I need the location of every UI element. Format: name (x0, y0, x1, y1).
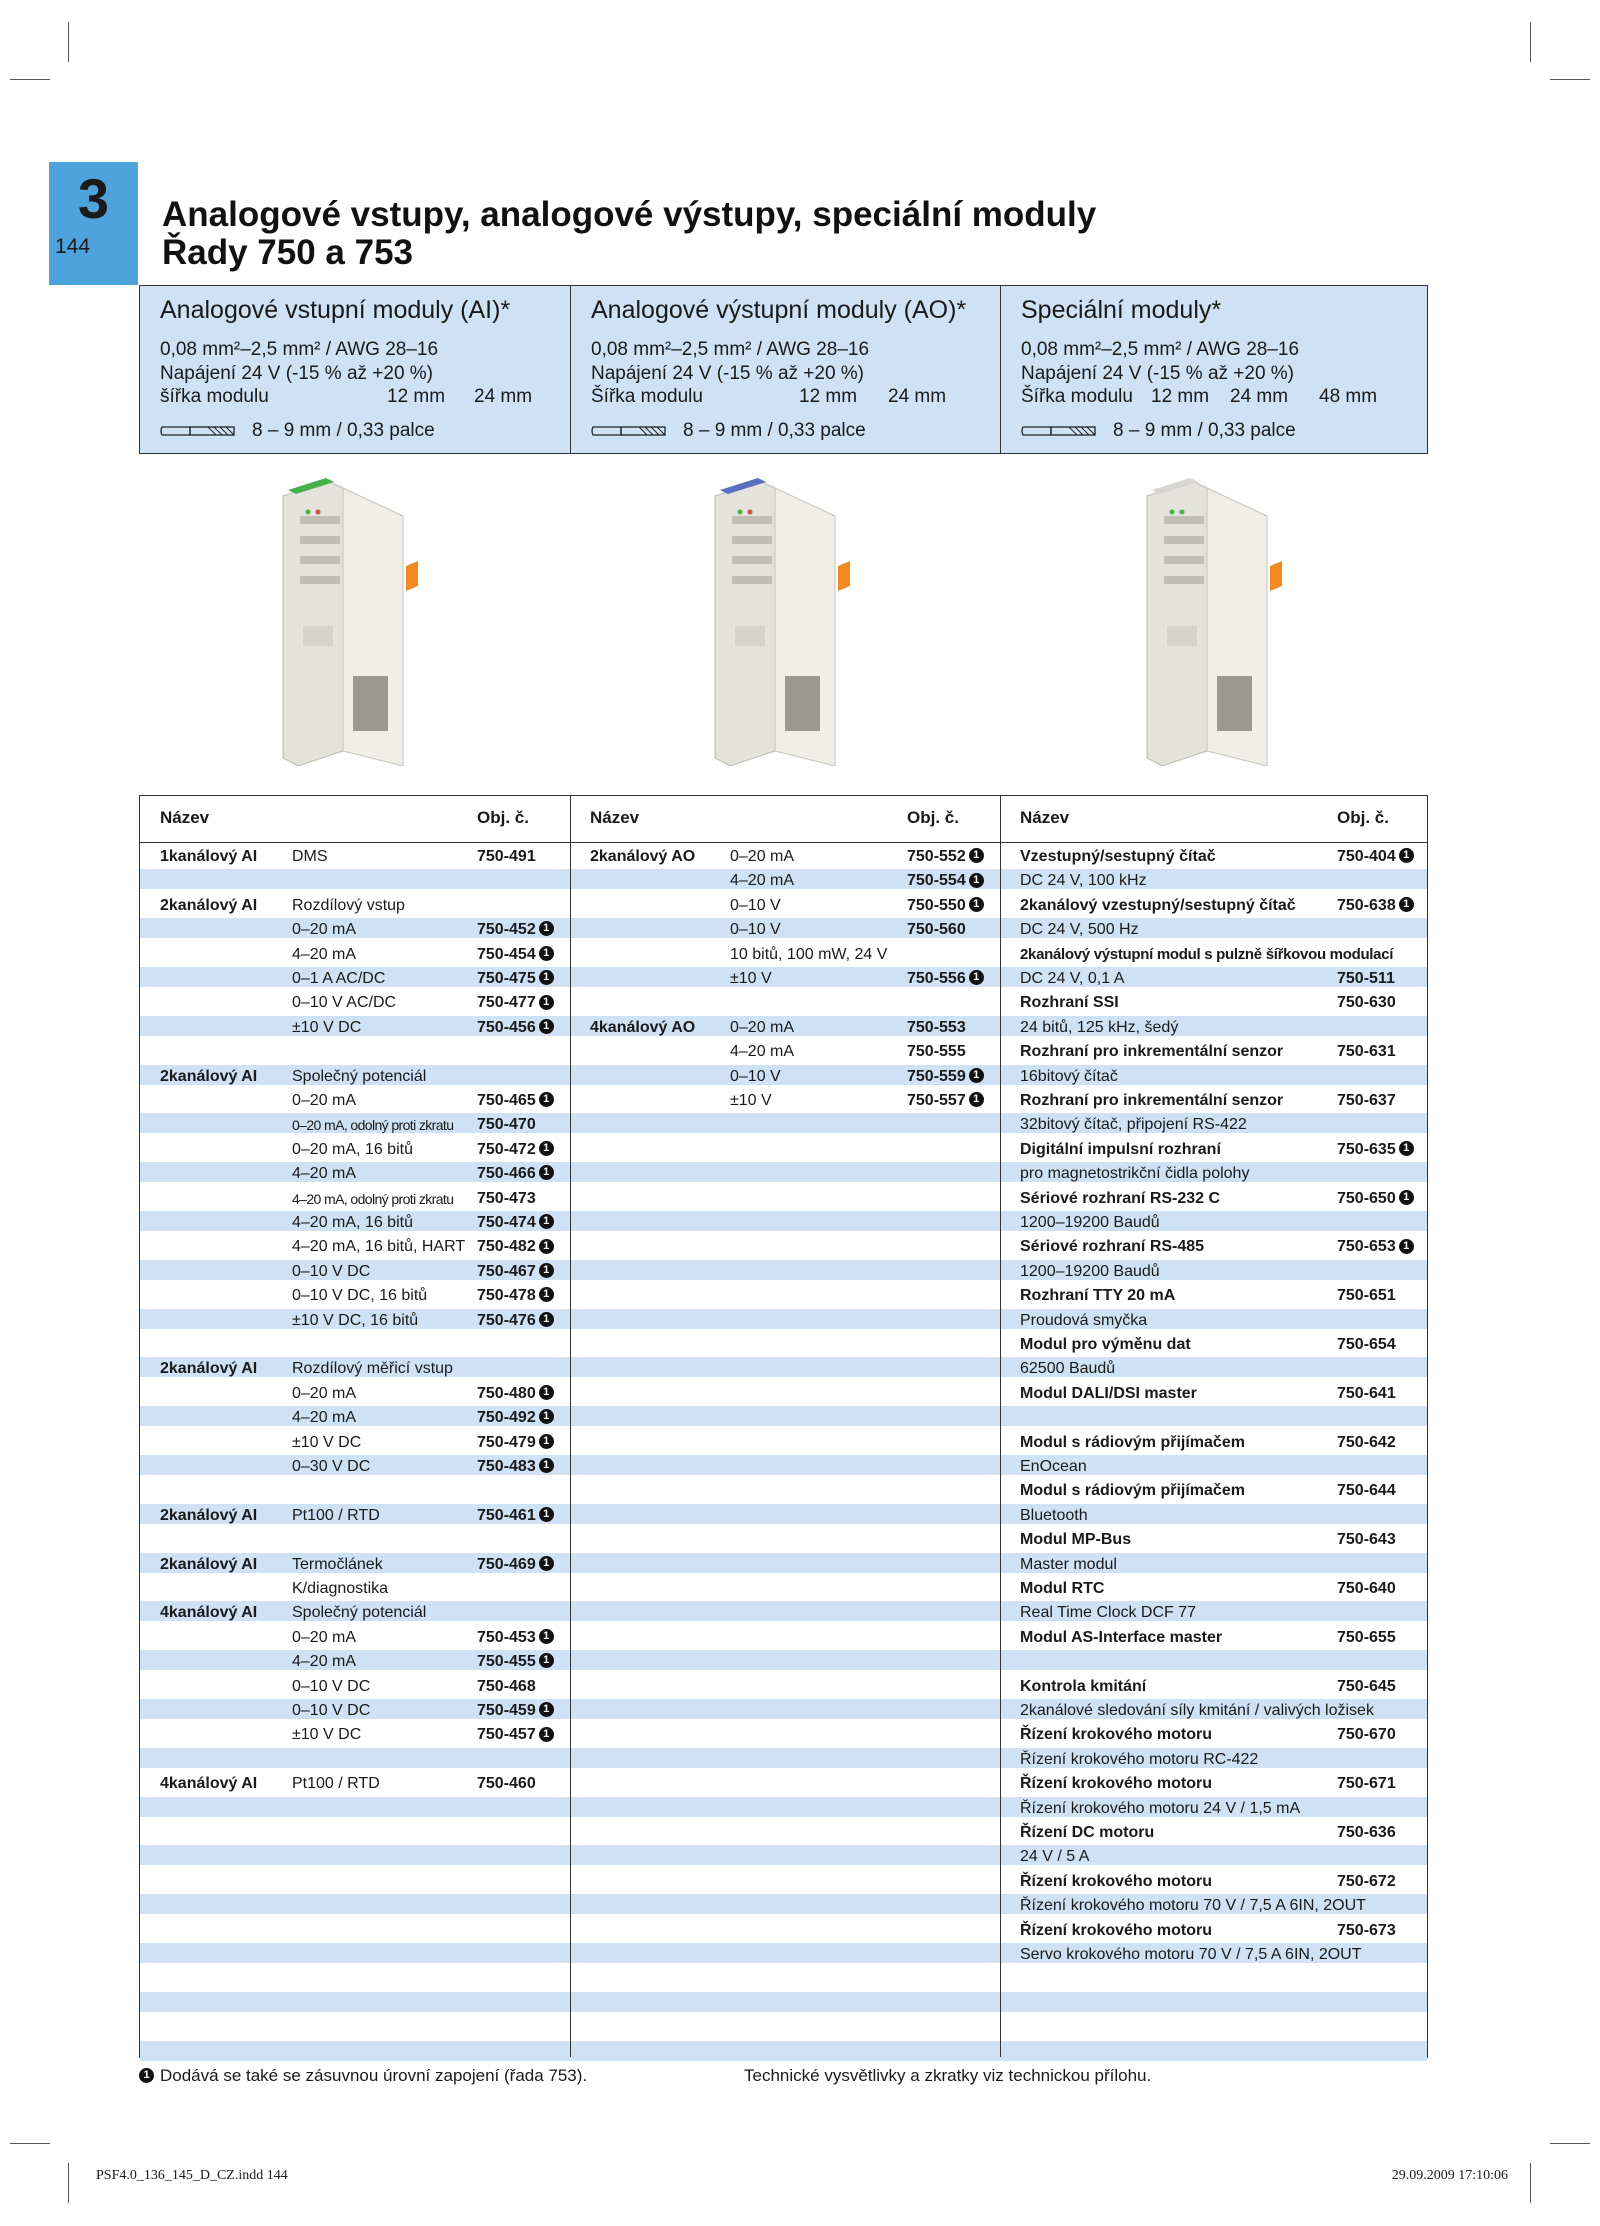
special-name-header: Název (1020, 808, 1070, 827)
width-value: 48 mm (1319, 386, 1378, 407)
special-order-number: 750-673 (1337, 1921, 1396, 1939)
crop-mark (10, 2143, 50, 2144)
ai-module-desc: 0–10 V DC (292, 1702, 371, 1719)
special-module-name: Řízení krokového motoru (1020, 1921, 1213, 1939)
ai-module-desc: Rozdílový vstup (292, 896, 405, 914)
special-order-number: 750-644 (1337, 1482, 1396, 1500)
width-label: Šířka modulu (591, 386, 703, 407)
ai-module-desc: Pt100 / RTD (292, 1506, 380, 1524)
variant-753-marker: 1 (539, 995, 554, 1010)
special-order-number: 750-651 (1337, 1287, 1396, 1305)
ai-module-desc: 4–20 mA, 16 bitů, HART (292, 1238, 466, 1256)
ai-module-desc: 0–30 V DC (292, 1458, 371, 1475)
special-order-number: 750-650 1 (1337, 1187, 1414, 1211)
ai-order-number: 750-460 (477, 1775, 536, 1793)
ai-order-number: 750-475 1 (477, 967, 554, 991)
variant-753-marker: 1 (539, 1409, 554, 1424)
variant-753-marker: 1 (539, 1239, 554, 1254)
variant-753-marker: 1 (1399, 1239, 1414, 1254)
ao-module-desc: 0–10 V (730, 896, 781, 914)
special-module-name: Rozhraní SSI (1020, 994, 1119, 1012)
variant-753-marker: 1 (1399, 848, 1414, 863)
ao-module-desc: 0–10 V (730, 921, 781, 939)
strip-length-text: 8 – 9 mm / 0,33 palce (252, 420, 435, 441)
special-module-name: Sériové rozhraní RS-485 (1020, 1238, 1205, 1256)
ao-order-number: 750-559 1 (907, 1065, 984, 1089)
ao-header (570, 286, 1000, 453)
ai-order-number: 750-454 1 (477, 943, 554, 967)
ao-order-number: 750-553 (907, 1018, 966, 1036)
ai-module-desc: 0–10 V AC/DC (292, 994, 397, 1012)
ai-header (140, 286, 570, 453)
special-module-name: Vzestupný/sestupný čítač (1020, 848, 1216, 865)
variant-753-marker: 1 (969, 897, 984, 912)
special-order-number: 750-635 1 (1337, 1138, 1414, 1162)
special-module-name: Sériové rozhraní RS-232 C (1020, 1189, 1221, 1207)
special-module-name: Rozhraní TTY 20 mA (1020, 1287, 1176, 1305)
special-module-desc: Proudová smyčka (1020, 1311, 1148, 1329)
width-value: 24 mm (1230, 386, 1289, 407)
row-stripe (140, 2041, 1427, 2061)
section-number: 3 (77, 167, 110, 230)
variant-753-marker: 1 (539, 946, 554, 961)
variant-753-marker: 1 (539, 1092, 554, 1107)
column-divider (1000, 796, 1001, 2057)
ai-order-number: 750-457 1 (477, 1723, 554, 1747)
ai-module-desc: 0–1 A AC/DC (292, 970, 386, 987)
variant-753-marker: 1 (539, 1214, 554, 1229)
ao-module-width (591, 386, 1000, 412)
width-value: 12 mm (387, 386, 446, 407)
ai-module-desc: Pt100 / RTD (292, 1775, 380, 1793)
footnote (139, 2066, 587, 2086)
ai-order-header: Obj. č. (477, 808, 529, 827)
ai-module-desc: ±10 V DC, 16 bitů (292, 1311, 419, 1329)
ai-power-spec: Napájení 24 V (-15 % až +20 %) (160, 363, 434, 384)
crop-mark (10, 79, 50, 80)
special-order-number: 750-404 1 (1337, 845, 1414, 869)
ai-module-desc: 0–10 V DC (292, 1677, 371, 1695)
ai-order-number: 750-491 (477, 848, 536, 865)
ao-name-header: Název (590, 808, 640, 827)
special-order-number: 750-640 (1337, 1580, 1396, 1597)
ao-order-header: Obj. č. (907, 808, 959, 827)
ao-order-number: 750-556 1 (907, 967, 984, 991)
special-module-desc: 32bitový čítač, připojení RS-422 (1020, 1116, 1247, 1134)
page-title (162, 196, 1096, 272)
special-module-desc: Řízení krokového motoru RC-422 (1020, 1750, 1259, 1768)
ai-module-name: 4kanálový AI (160, 1775, 258, 1793)
ai-module-desc: ±10 V DC (292, 1433, 362, 1451)
special-module-desc: pro magnetostrikční čidla polohy (1020, 1165, 1250, 1183)
special-module-name: Kontrola kmitání (1020, 1677, 1147, 1695)
ao-module-name: 4kanálový AO (590, 1018, 696, 1036)
ai-name-header: Název (160, 808, 210, 827)
special-module-name: Řízení krokového motoru (1020, 1726, 1213, 1744)
ao-order-number: 750-557 1 (907, 1089, 984, 1113)
special-module-name: Řízení krokového motoru (1020, 1872, 1213, 1890)
category-header-box (139, 285, 1428, 454)
ao-module-desc: 0–20 mA (730, 1018, 795, 1036)
crop-mark (1550, 79, 1590, 80)
ai-module-name: 2kanálový AI (160, 1360, 258, 1378)
variant-753-marker: 1 (539, 1312, 554, 1327)
variant-753-marker: 1 (1399, 1190, 1414, 1205)
ai-module-desc: 0–20 mA, odolný proti zkratu (292, 1117, 454, 1134)
special-module-name: Modul pro výměnu dat (1020, 1336, 1191, 1353)
width-value: 12 mm (1151, 386, 1210, 407)
special-module-desc: EnOcean (1020, 1458, 1087, 1475)
special-module-desc: 24 bitů, 125 kHz, šedý (1020, 1018, 1179, 1036)
ai-order-number: 750-461 1 (477, 1504, 554, 1528)
row-stripe (140, 1992, 1427, 2012)
special-order-number: 750-654 (1337, 1336, 1396, 1353)
column-divider (570, 796, 571, 2057)
ai-order-number: 750-470 (477, 1116, 536, 1134)
special-module-name: Řízení krokového motoru (1020, 1775, 1213, 1793)
variant-753-marker: 1 (539, 1653, 554, 1668)
ai-order-number: 750-476 1 (477, 1309, 554, 1333)
ai-order-number: 750-492 1 (477, 1406, 554, 1430)
special-module-name: Modul DALI/DSI master (1020, 1384, 1197, 1402)
ao-heading: Analogové výstupní moduly (AO)* (591, 296, 967, 324)
width-value: 24 mm (888, 386, 947, 407)
ai-order-number: 750-474 1 (477, 1211, 554, 1235)
ai-order-number: 750-456 1 (477, 1016, 554, 1040)
crop-mark (68, 22, 69, 62)
special-module-desc: 16bitový čítač (1020, 1067, 1118, 1085)
title-line-1: Analogové vstupy, analogové výstupy, speciální moduly (162, 195, 1097, 234)
crop-mark (1530, 2163, 1531, 2203)
ai-order-number: 750-477 1 (477, 991, 554, 1015)
variant-753-marker: 1 (539, 1263, 554, 1278)
ai-module-desc: 4–20 mA (292, 945, 357, 963)
technical-reference-note: Technické vysvětlivky a zkratky viz technickou přílohu. (744, 2066, 1152, 2085)
strip-length-text: 8 – 9 mm / 0,33 palce (683, 420, 866, 441)
ao-module-desc: 10 bitů, 100 mW, 24 V (730, 945, 888, 963)
special-module-desc: Real Time Clock DCF 77 (1020, 1604, 1197, 1622)
ai-order-number: 750-479 1 (477, 1431, 554, 1455)
ai-module-desc: 0–20 mA (292, 1384, 357, 1402)
special-order-number: 750-653 1 (1337, 1235, 1414, 1259)
print-slug-date: 29.09.2009 17:10:06 (1391, 2168, 1508, 2183)
special-module-name: Řízení DC motoru (1020, 1824, 1155, 1841)
variant-753-marker: 1 (539, 1458, 554, 1473)
special-strip-length (1021, 418, 1427, 444)
special-module-image (1092, 476, 1332, 766)
ai-order-number: 750-483 1 (477, 1455, 554, 1479)
variant-753-marker: 1 (969, 970, 984, 985)
variant-753-marker: 1 (539, 1434, 554, 1449)
ai-module-desc: Termočlánek (292, 1555, 383, 1573)
ao-order-number: 750-560 (907, 921, 966, 939)
section-tab (49, 162, 138, 285)
special-order-number: 750-670 (1337, 1726, 1396, 1744)
special-module-desc: Řízení krokového motoru 24 V / 1,5 mA (1020, 1799, 1301, 1817)
ao-module-desc: 0–20 mA (730, 848, 795, 865)
ai-module-name: 2kanálový AI (160, 896, 258, 914)
variant-753-marker: 1 (539, 1385, 554, 1400)
crop-mark (68, 2163, 69, 2203)
special-module-name: Digitální impulsní rozhraní (1020, 1140, 1221, 1158)
ai-module-desc: 4–20 mA (292, 1409, 357, 1427)
title-line-2: Řady 750 a 753 (162, 233, 414, 272)
ao-module-desc: 4–20 mA (730, 872, 795, 890)
width-value: 24 mm (474, 386, 533, 407)
special-module-desc: Řízení krokového motoru 70 V / 7,5 A 6IN, 2OUT (1020, 1897, 1366, 1915)
ai-module-desc: K/diagnostika (292, 1580, 389, 1597)
special-module-name: Rozhraní pro inkrementální senzor (1020, 1043, 1284, 1061)
ai-module-width (160, 386, 570, 412)
special-order-number: 750-641 (1337, 1384, 1396, 1402)
variant-753-marker: 1 (539, 1165, 554, 1180)
ai-order-number: 750-466 1 (477, 1162, 554, 1186)
ai-module-image (228, 476, 468, 766)
variant-753-marker: 1 (539, 1507, 554, 1522)
special-power-spec: Napájení 24 V (-15 % až +20 %) (1021, 363, 1295, 384)
ai-order-number: 750-459 1 (477, 1699, 554, 1723)
special-module-name: Modul RTC (1020, 1580, 1105, 1597)
crop-mark (1550, 2143, 1590, 2144)
special-module-desc: 2kanálové sledování síly kmitání / valivých ložisek (1020, 1702, 1374, 1719)
ai-order-number: 750-480 1 (477, 1382, 554, 1406)
wire-strip-icon (160, 424, 236, 438)
ai-module-desc: ±10 V DC (292, 1018, 362, 1036)
ao-wire-spec: 0,08 mm²–2,5 mm² / AWG 28–16 (591, 339, 870, 360)
ai-order-number: 750-478 1 (477, 1284, 554, 1308)
variant-753-marker: 1 (539, 1141, 554, 1156)
ai-strip-length (160, 418, 570, 444)
special-module-width (1021, 386, 1427, 412)
ai-wire-spec: 0,08 mm²–2,5 mm² / AWG 28–16 (160, 339, 439, 360)
special-module-name: Modul s rádiovým přijímačem (1020, 1482, 1245, 1500)
ai-module-desc: 0–10 V DC (292, 1262, 371, 1280)
ai-module-desc: 4–20 mA, 16 bitů (292, 1214, 413, 1231)
variant-753-marker: 1 (539, 1629, 554, 1644)
special-module-name: 2kanálový vzestupný/sestupný čítač (1020, 896, 1296, 914)
ai-module-desc: 0–20 mA (292, 1092, 357, 1109)
special-order-number: 750-655 (1337, 1628, 1396, 1646)
ai-module-desc: 4–20 mA (292, 1653, 357, 1671)
ai-heading: Analogové vstupní moduly (AI)* (160, 296, 511, 324)
special-module-desc: Master modul (1020, 1555, 1117, 1573)
ai-order-number: 750-468 (477, 1677, 536, 1695)
special-module-desc: 1200–19200 Baudů (1020, 1214, 1160, 1231)
ai-order-number: 750-465 1 (477, 1089, 554, 1113)
variant-753-marker: 1 (539, 1287, 554, 1302)
special-order-number: 750-642 (1337, 1433, 1396, 1451)
ao-order-number: 750-554 1 (907, 869, 984, 893)
ai-order-number: 750-473 (477, 1189, 536, 1207)
print-slug-file: PSF4.0_136_145_D_CZ.indd 144 (96, 2168, 288, 2183)
ai-module-desc: 4–20 mA, odolný proti zkratu (292, 1190, 454, 1207)
row-stripe (140, 1845, 1427, 1865)
variant-753-marker: 1 (539, 1019, 554, 1034)
ao-module-name: 2kanálový AO (590, 848, 696, 865)
ai-module-desc: 4–20 mA (292, 1165, 357, 1183)
special-module-desc: DC 24 V, 0,1 A (1020, 970, 1125, 987)
special-order-number: 750-630 (1337, 994, 1396, 1012)
variant-753-marker: 1 (1399, 1141, 1414, 1156)
ai-order-number: 750-452 1 (477, 918, 554, 942)
special-module-desc: Servo krokového motoru 70 V / 7,5 A 6IN, 2OUT (1020, 1946, 1362, 1963)
ai-module-name: 1kanálový AI (160, 848, 258, 865)
special-heading: Speciální moduly* (1021, 296, 1222, 324)
ao-strip-length (591, 418, 1000, 444)
ai-module-desc: 0–10 V DC, 16 bitů (292, 1287, 428, 1305)
special-order-number: 750-511 (1337, 970, 1395, 987)
special-module-name: 2kanálový výstupní modul s pulzně šířkovou modulací (1020, 945, 1394, 963)
ao-module-desc: ±10 V (730, 1092, 772, 1109)
width-label: šířka modulu (160, 386, 269, 407)
ai-module-desc: 0–20 mA (292, 1628, 357, 1646)
ao-order-number: 750-552 1 (907, 845, 984, 869)
special-module-name: Modul AS-Interface master (1020, 1628, 1223, 1646)
ao-module-desc: 0–10 V (730, 1067, 781, 1085)
page-number: 144 (55, 235, 91, 258)
ai-order-number: 750-467 1 (477, 1260, 554, 1284)
special-module-desc: Bluetooth (1020, 1506, 1088, 1524)
ai-module-name: 4kanálový AI (160, 1604, 258, 1622)
variant-753-marker: 1 (539, 1702, 554, 1717)
special-order-number: 750-636 (1337, 1824, 1396, 1841)
ao-power-spec: Napájení 24 V (-15 % až +20 %) (591, 363, 865, 384)
special-module-desc: 24 V / 5 A (1020, 1848, 1090, 1866)
variant-753-marker: 1 (969, 1068, 984, 1083)
special-order-header: Obj. č. (1337, 808, 1389, 827)
special-order-number: 750-672 (1337, 1872, 1396, 1890)
footnote-text: Dodává se také se zásuvnou úrovní zapojení (řada 753). (160, 2066, 588, 2085)
ai-order-number: 750-482 1 (477, 1235, 554, 1259)
ai-order-number: 750-469 1 (477, 1553, 554, 1577)
wire-strip-icon (591, 424, 667, 438)
special-module-name: Modul s rádiovým přijímačem (1020, 1433, 1245, 1451)
footnote-marker: 1 (139, 2068, 154, 2083)
ai-module-desc: ±10 V DC (292, 1726, 362, 1744)
special-module-name: Rozhraní pro inkrementální senzor (1020, 1092, 1284, 1109)
width-value: 12 mm (799, 386, 858, 407)
product-table (139, 795, 1428, 2058)
special-module-desc: DC 24 V, 100 kHz (1020, 872, 1147, 890)
variant-753-marker: 1 (539, 1727, 554, 1742)
width-label: Šířka modulu (1021, 386, 1133, 407)
special-order-number: 750-671 (1337, 1775, 1396, 1793)
ai-module-desc: Společný potenciál (292, 1604, 427, 1622)
special-module-desc: DC 24 V, 500 Hz (1020, 921, 1139, 939)
special-module-desc: 1200–19200 Baudů (1020, 1262, 1160, 1280)
ai-module-name: 2kanálový AI (160, 1067, 258, 1085)
variant-753-marker: 1 (969, 848, 984, 863)
special-order-number: 750-637 (1337, 1092, 1396, 1109)
ao-module-desc: 4–20 mA (730, 1043, 795, 1061)
ai-module-desc: Rozdílový měřicí vstup (292, 1360, 453, 1378)
ai-module-desc: DMS (292, 848, 328, 865)
ai-module-desc: 0–20 mA (292, 921, 357, 939)
special-module-desc: 62500 Baudů (1020, 1360, 1116, 1378)
special-order-number: 750-645 (1337, 1677, 1396, 1695)
wire-strip-icon (1021, 424, 1097, 438)
variant-753-marker: 1 (539, 1556, 554, 1571)
ai-order-number: 750-455 1 (477, 1650, 554, 1674)
variant-753-marker: 1 (1399, 897, 1414, 912)
special-module-name: Modul MP-Bus (1020, 1531, 1132, 1549)
special-order-number: 750-638 1 (1337, 894, 1414, 918)
header-divider (140, 842, 1427, 843)
ai-module-name: 2kanálový AI (160, 1555, 258, 1573)
special-wire-spec: 0,08 mm²–2,5 mm² / AWG 28–16 (1021, 339, 1300, 360)
special-header (1000, 286, 1427, 453)
ai-order-number: 750-472 1 (477, 1138, 554, 1162)
variant-753-marker: 1 (539, 970, 554, 985)
variant-753-marker: 1 (539, 921, 554, 936)
ai-module-desc: 0–20 mA, 16 bitů (292, 1140, 413, 1158)
ao-order-number: 750-550 1 (907, 894, 984, 918)
variant-753-marker: 1 (969, 873, 984, 888)
ai-module-name: 2kanálový AI (160, 1506, 258, 1524)
crop-mark (1530, 22, 1531, 62)
ai-order-number: 750-453 1 (477, 1626, 554, 1650)
variant-753-marker: 1 (969, 1092, 984, 1107)
ai-module-desc: Společný potenciál (292, 1067, 427, 1085)
ao-module-image (660, 476, 900, 766)
ao-module-desc: ±10 V (730, 970, 772, 987)
special-order-number: 750-631 (1337, 1043, 1396, 1061)
strip-length-text: 8 – 9 mm / 0,33 palce (1113, 420, 1296, 441)
special-order-number: 750-643 (1337, 1531, 1396, 1549)
ao-order-number: 750-555 (907, 1043, 966, 1061)
